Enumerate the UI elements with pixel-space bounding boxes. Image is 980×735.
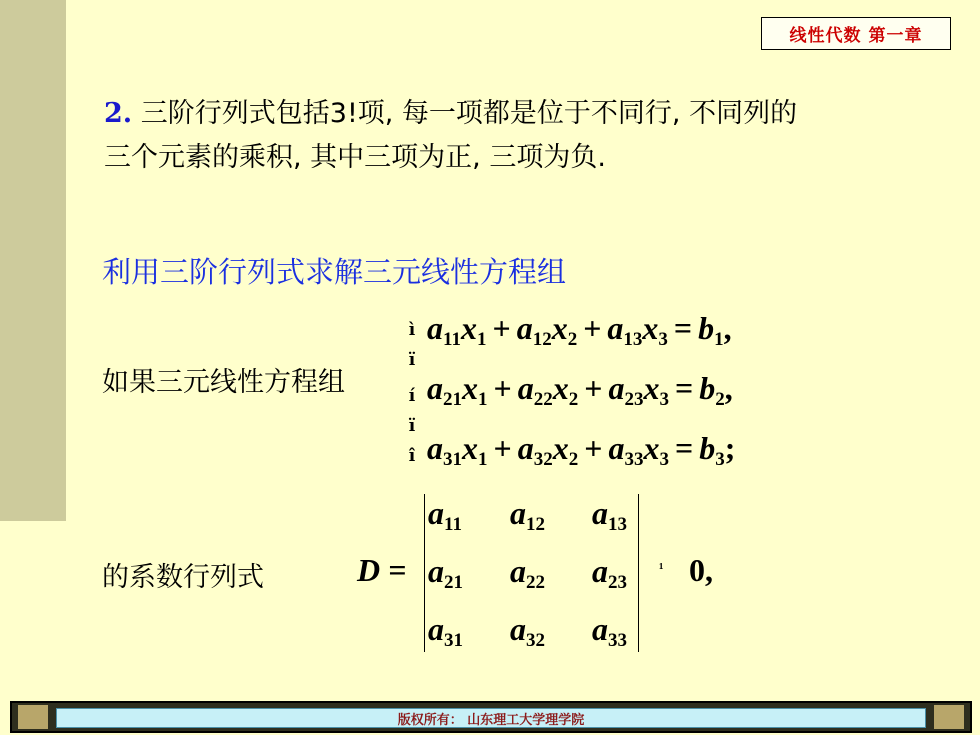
det-entry-23: $a_{23}$ bbox=[592, 553, 627, 593]
paragraph-text: 三阶行列式包括3!项, 每一项都是位于不同行, 不同列的三个元素的乘积, 其中三项为正, 三项为负. bbox=[104, 98, 798, 173]
brace-lower-mid: ï bbox=[408, 416, 416, 436]
equation-row-2: $a_{21}x_1 + a_{22}x_2 + a_{23}x_3 = b_2$, bbox=[427, 370, 733, 410]
det-entry-33: $a_{33}$ bbox=[592, 611, 627, 651]
determinant-left-bar bbox=[424, 494, 425, 652]
determinant-rhs: 0, bbox=[689, 552, 713, 588]
footer-left-cap bbox=[18, 705, 48, 729]
det-entry-11: $a_{11}$ bbox=[428, 495, 462, 535]
paragraph-number: 2. bbox=[104, 98, 133, 129]
footer-bar bbox=[10, 701, 972, 733]
equation-row-3: $a_{31}x_1 + a_{32}x_2 + a_{33}x_3 = b_3$; bbox=[427, 430, 736, 470]
footer-copyright-text: 版权所有： 山东理工大学理学院 bbox=[397, 712, 585, 728]
det-entry-31: $a_{31}$ bbox=[428, 611, 463, 651]
determinant-label: 的系数行列式 bbox=[102, 562, 264, 593]
footer-copyright-panel bbox=[56, 708, 926, 728]
course-chapter-label bbox=[761, 17, 951, 50]
det-entry-21: $a_{21}$ bbox=[428, 553, 463, 593]
paragraph-determinant-terms bbox=[104, 92, 824, 180]
not-equal-symbol: ¹ bbox=[659, 561, 664, 577]
section-heading: 利用三阶行列式求解三元线性方程组 bbox=[102, 255, 567, 289]
det-entry-12: $a_{12}$ bbox=[510, 495, 545, 535]
determinant-right-bar bbox=[638, 494, 639, 652]
system-label: 如果三元线性方程组 bbox=[102, 367, 345, 398]
brace-top: ì bbox=[408, 320, 416, 340]
equation-row-1: $a_{11}x_1 + a_{12}x_2 + a_{13}x_3 = b_1$, bbox=[427, 310, 732, 350]
footer-right-cap bbox=[934, 705, 964, 729]
course-chapter-text: 线性代数 第一章 bbox=[789, 26, 923, 46]
determinant-name: D = bbox=[357, 552, 407, 588]
det-entry-32: $a_{32}$ bbox=[510, 611, 545, 651]
brace-upper-mid: ï bbox=[408, 350, 416, 370]
side-decoration-bar bbox=[0, 0, 66, 521]
brace-bottom: î bbox=[408, 446, 416, 466]
det-entry-22: $a_{22}$ bbox=[510, 553, 545, 593]
brace-middle: í bbox=[408, 386, 416, 406]
det-entry-13: $a_{13}$ bbox=[592, 495, 627, 535]
